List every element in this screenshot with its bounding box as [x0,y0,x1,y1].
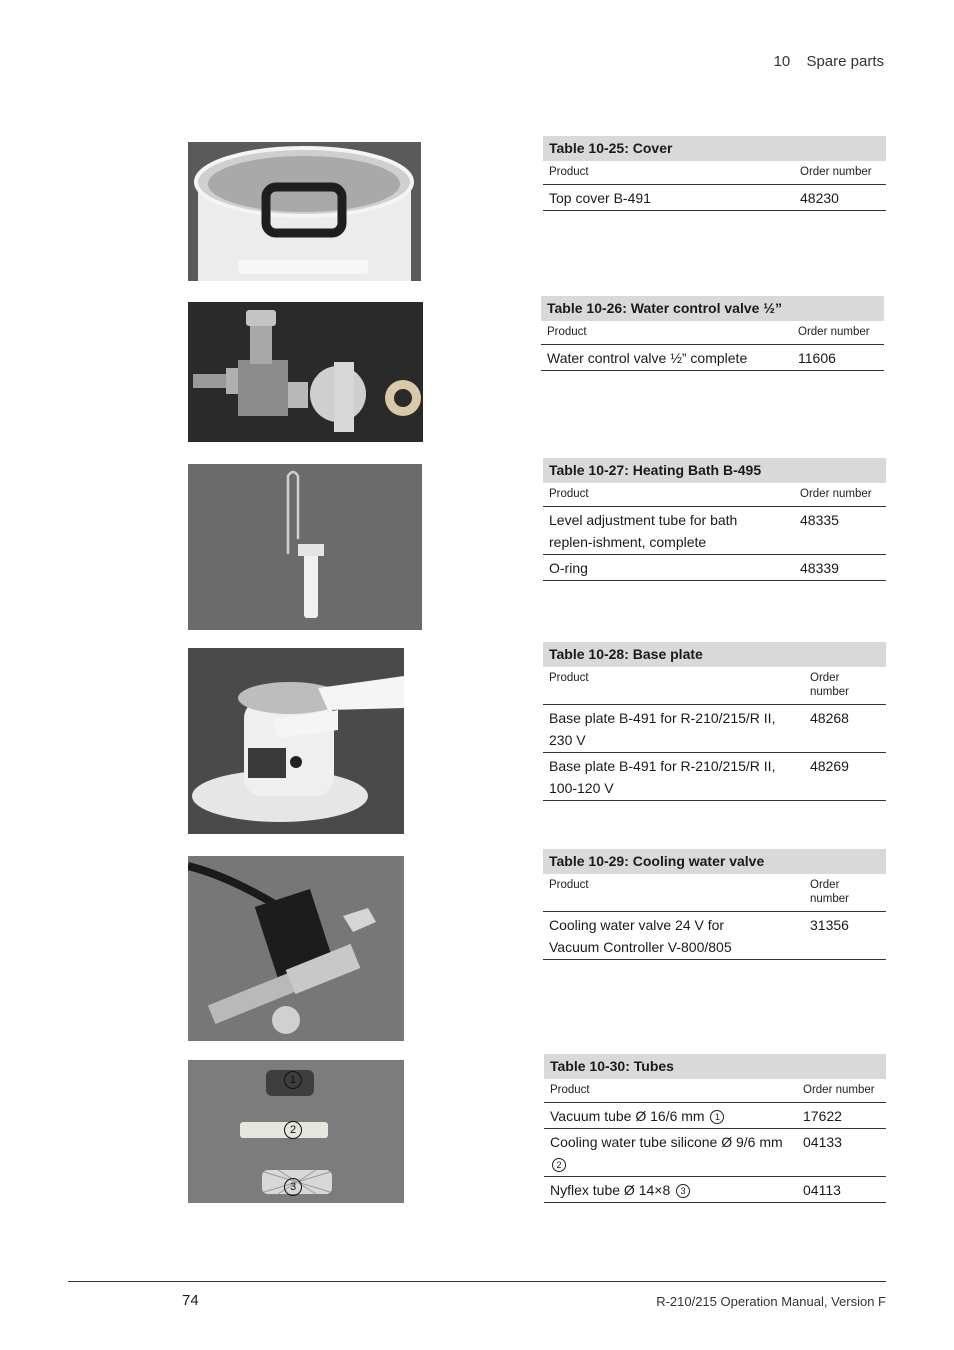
chapter-title: Spare parts [806,53,884,70]
order-cell: 48269 [810,758,849,774]
product-cell: Level adjustment tube for bath replen-ishment, complete [549,512,738,550]
col-order: Order number [800,488,872,500]
table-caption: Table 10-26: Water control valve ½” [541,296,884,321]
tubes-photo [188,1060,404,1203]
table-header [543,483,886,507]
product-cell: O-ring [549,560,588,576]
product-text: Nyflex tube Ø 14×8 [550,1182,671,1198]
page-number: 74 [182,1292,199,1309]
order-cell: 11606 [798,350,836,366]
table-caption: Table 10-28: Base plate [543,642,886,667]
table-header [544,1079,886,1103]
order-cell: 48339 [800,560,839,576]
table-caption: Table 10-25: Cover [543,136,886,161]
marker-circle: 2 [552,1158,566,1172]
marker-circle: 3 [676,1184,690,1198]
table-row [543,753,886,801]
order-cell: 04133 [803,1134,842,1150]
order-cell: 31356 [810,917,849,933]
photo-marker-1: 1 [284,1071,302,1089]
order-cell: 48230 [800,190,839,206]
base-plate-photo [188,648,404,834]
table-water-control-valve [541,296,884,371]
table-caption: Table 10-29: Cooling water valve [543,849,886,874]
table-row [543,555,886,581]
running-header [774,53,884,70]
footer-divider [68,1281,886,1282]
table-header [543,667,886,705]
table-row [544,1177,886,1203]
photo-marker-2: 2 [284,1121,302,1139]
marker-circle: 1 [710,1110,724,1124]
col-product: Product [549,166,589,178]
table-header [543,874,886,912]
table-caption: Table 10-30: Tubes [544,1054,886,1079]
table-base-plate [543,642,886,801]
product-text: Cooling water tube silicone Ø 9/6 mm [550,1134,783,1150]
product-cell [550,1179,803,1201]
table-cooling-water-valve [543,849,886,960]
col-product: Product [550,1084,590,1096]
product-cell: Cooling water valve 24 V for Vacuum Controller V-800/805 [549,917,732,955]
table-tubes [544,1054,886,1203]
product-cell [550,1105,803,1127]
table-row [544,1129,886,1177]
order-cell: 48335 [800,512,839,528]
product-cell: Base plate B-491 for R-210/215/R II, 100-120 V [549,758,776,796]
product-text: Vacuum tube Ø 16/6 mm [550,1108,705,1124]
table-cover [543,136,886,211]
photo-marker-3: 3 [284,1178,302,1196]
table-row [541,345,884,371]
table-row [543,912,886,960]
col-order: Order number [798,326,870,338]
table-row [543,507,886,555]
col-order: Order number [800,166,872,178]
table-row [543,185,886,211]
col-product: Product [549,879,589,891]
document-title: R-210/215 Operation Manual, Version F [656,1294,886,1309]
col-order: Order number [810,879,849,905]
water-valve-photo [188,302,423,442]
level-tube-photo [188,464,422,630]
col-product: Product [549,488,589,500]
col-product: Product [547,326,587,338]
cooling-valve-photo [188,856,404,1041]
order-cell: 48268 [810,710,849,726]
order-cell: 04113 [803,1182,841,1198]
table-caption: Table 10-27: Heating Bath B-495 [543,458,886,483]
table-row [543,705,886,753]
table-heating-bath [543,458,886,581]
order-cell: 17622 [803,1108,842,1124]
product-cell [550,1131,803,1175]
chapter-number: 10 [773,53,791,70]
table-header [543,161,886,185]
table-header [541,321,884,345]
col-order: Order number [803,1084,875,1096]
col-product: Product [549,672,589,684]
product-cell: Water control valve ½” complete [547,350,748,366]
product-cell: Base plate B-491 for R-210/215/R II, 230 V [549,710,776,748]
col-order: Order number [810,672,849,698]
cover-photo [188,142,421,281]
table-row [544,1103,886,1129]
product-cell: Top cover B-491 [549,190,651,206]
